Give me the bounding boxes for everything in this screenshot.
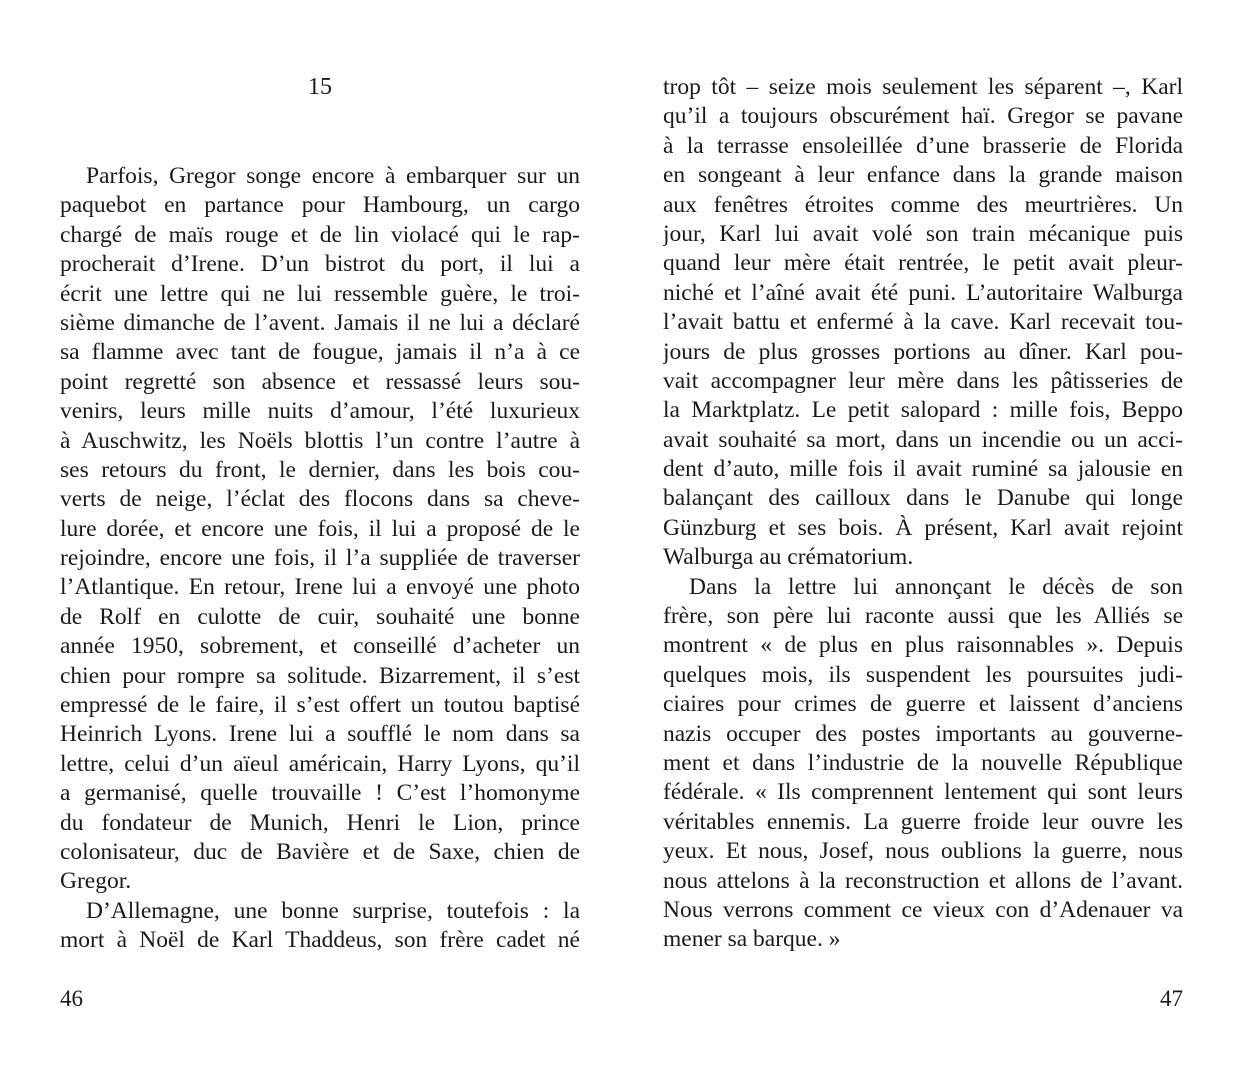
text-line: l’avait battu et enfermé à la cave. Karl recevait tou- [663,309,1183,336]
text-line: balançant des cailloux dans le Danube qui longe [663,485,1183,512]
text-line: Günzburg et ses bois. À présent, Karl avait rejoint [663,514,1183,541]
page-number: 46 [60,986,83,1011]
text-line: nazis occuper des postes importants au gouverne- [663,720,1183,747]
text-line: véritables ennemis. La guerre froide leur ouvre les [663,808,1183,835]
text-line: ciaires pour crimes de guerre et laissent d’anciens [663,691,1183,718]
text-line: fédérale. « Ils comprennent lentement qui sont leurs [663,779,1183,806]
text-line: montrent « de plus en plus raisonnables ». Depuis [663,632,1183,659]
text-line: nous attelons à la reconstruction et allons de l’avant. [663,867,1183,894]
text-line: Dans la lettre lui annonçant le décès de son [689,573,1183,600]
text-line: quelques mois, ils suspendent les poursuites judi- [663,661,1183,688]
text-line: paquebot en partance pour Hambourg, un cargo [60,192,580,219]
text-line: frère, son père lui raconte aussi que les Alliés se [663,603,1183,630]
left-page [60,0,580,1080]
text-line: niché et l’aîné avait été puni. L’autoritaire Walburga [663,279,1183,306]
text-line: point regretté son absence et ressassé leurs sou- [60,368,580,395]
text-line: la Marktplatz. Le petit salopard : mille fois, Beppo [663,397,1183,424]
chapter-number: 15 [308,74,332,100]
text-line: lettre, celui d’un aïeul américain, Harry Lyons, qu’il [60,750,580,777]
text-line: à la terrasse ensoleillée d’une brasserie de Florida [663,132,1183,159]
text-line: avait souhaité sa mort, dans un incendie ou un acci- [663,426,1183,453]
text-line: aux fenêtres étroites comme des meurtrières. Un [663,191,1183,218]
text-line: empressé de le faire, il s’est offert un toutou baptisé [60,692,580,719]
text-line: Heinrich Lyons. Irene lui a soufflé le nom dans sa [60,721,580,748]
text-line: à Auschwitz, les Noëls blottis l’un contre l’autre à [60,427,580,454]
text-line: Gregor. [60,868,132,895]
text-line: sa flamme avec tant de fougue, jamais il n’a à ce [60,339,580,366]
page-number: 47 [1160,986,1183,1011]
text-line: Parfois, Gregor songe encore à embarquer sur un [86,163,580,189]
text-line: l’Atlantique. En retour, Irene lui a envoyé une photo [60,574,580,601]
text-line: jours de plus grosses portions au dîner. Karl pou- [663,338,1183,365]
text-line: vait accompagner leur mère dans les pâtisseries de [663,367,1183,394]
text-line: verts de neige, l’éclat des flocons dans sa cheve- [60,486,580,513]
text-line: a germanisé, quelle trouvaille ! C’est l’homonyme [60,780,580,807]
text-line: yeux. Et nous, Josef, nous oublions la guerre, nous [663,838,1183,865]
text-line: lure dorée, et encore une fois, il lui a proposé de le [60,515,580,542]
text-line: en songeant à leur enfance dans la grande maison [663,162,1183,189]
text-line: quand leur mère était rentrée, le petit avait pleur- [663,250,1183,277]
text-line: sième dimanche de l’avent. Jamais il ne lui a déclaré [60,309,580,336]
text-line: venirs, leurs mille nuits d’amour, l’été luxurieux [60,398,580,425]
text-line: mener sa barque. » [663,926,841,953]
text-line: D’Allemagne, une bonne surprise, toutefois : la [86,897,580,924]
text-line: trop tôt – seize mois seulement les séparent –, Karl [663,74,1183,100]
text-line: chargé de maïs rouge et de lin violacé qui le rap- [60,221,580,248]
right-page [663,0,1183,1080]
text-line: mort à Noël de Karl Thaddeus, son frère cadet né [60,927,580,954]
text-line: qu’il a toujours obscurément haï. Gregor se pavane [663,103,1183,130]
text-line: dent d’auto, mille fois il avait ruminé sa jalousie en [663,456,1183,483]
text-line: Nous verrons comment ce vieux con d’Adenauer va [663,896,1183,923]
right-page-text [663,73,1183,955]
left-page-text [60,162,580,956]
text-line: année 1950, sobrement, et conseillé d’acheter un [60,633,580,660]
text-line: de Rolf en culotte de cuir, souhaité une bonne [60,603,580,630]
text-line: colonisateur, duc de Bavière et de Saxe, chien de [60,838,580,865]
text-line: écrit une lettre qui ne lui ressemble guère, le troi- [60,280,580,307]
text-line: ment et dans l’industrie de la nouvelle République [663,749,1183,776]
text-line: ses retours du front, le dernier, dans les bois cou- [60,456,580,483]
text-line: du fondateur de Munich, Henri le Lion, prince [60,809,580,836]
text-line: chien pour rompre sa solitude. Bizarrement, il s’est [60,662,580,689]
text-line: Walburga au crématorium. [663,544,914,571]
text-line: procherait d’Irene. D’un bistrot du port, il lui a [60,251,580,278]
text-line: jour, Karl lui avait volé son train mécanique puis [663,220,1183,247]
text-line: rejoindre, encore une fois, il l’a suppliée de traverser [60,545,580,572]
